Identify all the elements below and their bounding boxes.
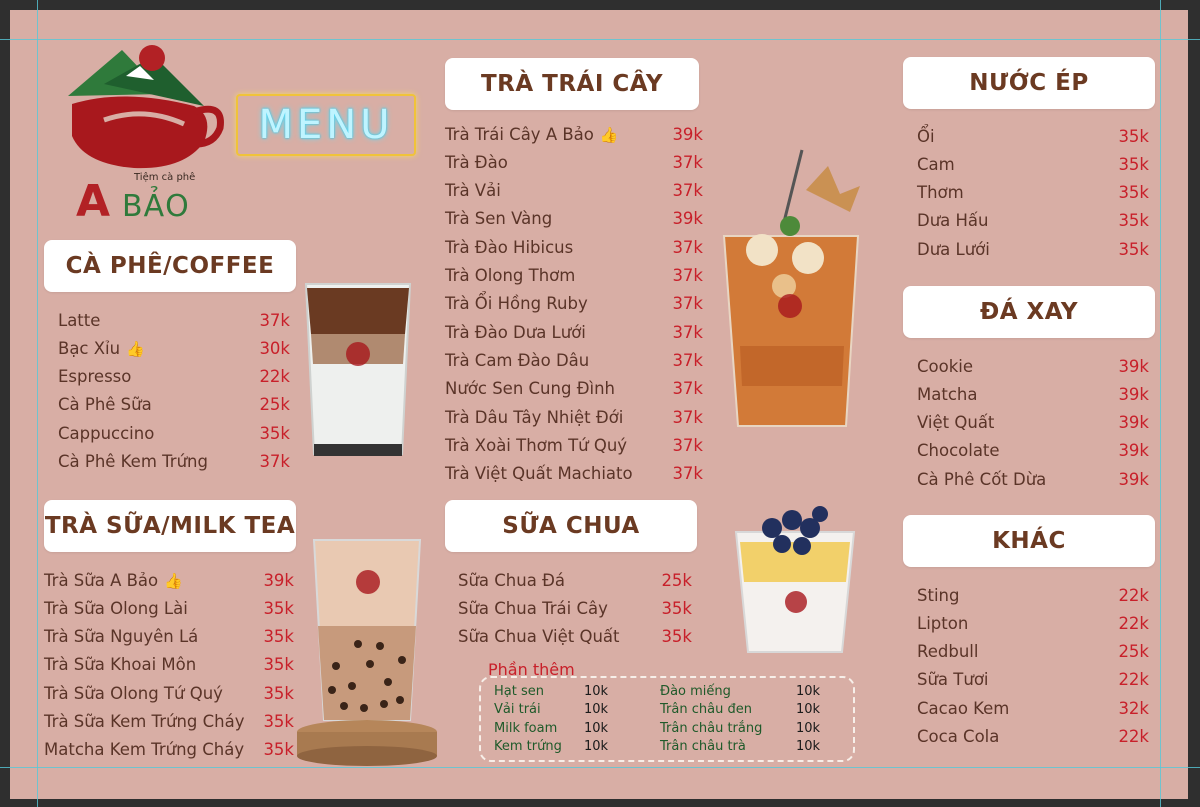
menu-item	[44, 566, 294, 594]
menu-item-price: 22k	[1118, 585, 1149, 605]
logo-mountain-cup-icon	[64, 36, 232, 176]
menu-item-name: Cà Phê Cốt Dừa	[917, 469, 1047, 489]
menu-item-price: 35k	[263, 712, 294, 731]
menu-item	[44, 651, 294, 679]
menu-item-price: 25k	[661, 570, 692, 590]
menu-item	[445, 120, 703, 148]
menu-item-price: 22k	[1118, 613, 1149, 633]
extras-title: Phần thêm	[488, 660, 575, 679]
menu-item-price: 22k	[259, 367, 290, 387]
menu-item-name: Trà Sen Vàng	[445, 209, 553, 229]
menu-item-name: Matcha	[917, 384, 978, 404]
menu-item-name: Coca Cola	[917, 727, 1000, 746]
menu-item-price: 37k	[672, 322, 703, 342]
menu-item	[58, 363, 290, 391]
extra-item	[494, 719, 624, 737]
menu-item-price: 39k	[672, 124, 703, 144]
menu-item-name: Ổi	[917, 126, 935, 146]
menu-item-price: 35k	[1118, 211, 1149, 231]
menu-item-price: 30k	[259, 338, 290, 358]
menu-item-name: Trà Sữa Kem Trứng Cháy	[44, 712, 245, 731]
extra-item-price: 10k	[584, 702, 609, 717]
menu-item-name: Thơm	[917, 183, 964, 203]
menu-item-price: 37k	[672, 266, 703, 285]
menu-item-price: 32k	[1118, 698, 1149, 718]
extra-item-name: Đào miếng	[660, 683, 731, 699]
fruittea-heading: TRÀ TRÁI CÂY	[445, 58, 699, 110]
menu-item-name: Trà Dâu Tây Nhiệt Đới	[445, 407, 624, 427]
menu-item-price: 35k	[263, 740, 294, 760]
guide-line	[0, 39, 1200, 40]
extra-item-name: Trân châu trắng	[660, 720, 763, 736]
extra-item-name: Trân châu trà	[660, 739, 746, 754]
menu-item-price: 37k	[672, 407, 703, 427]
coffee-heading: CÀ PHÊ/COFFEE	[44, 240, 296, 292]
menu-item	[445, 431, 703, 459]
menu-item	[917, 638, 1149, 666]
menu-item	[44, 708, 294, 736]
menu-item	[58, 448, 290, 476]
menu-item-price: 22k	[1118, 670, 1149, 690]
guide-line	[1160, 0, 1161, 807]
menu-item-name: Redbull	[917, 642, 979, 662]
menu-item-name: Sữa Tươi	[917, 670, 989, 690]
menu-item	[445, 375, 703, 403]
menu-item-name: Bạc Xỉu 👍	[58, 338, 145, 358]
menu-item-price: 37k	[259, 452, 290, 471]
extra-item	[660, 682, 836, 700]
milktea-glass-image	[292, 536, 442, 768]
menu-item-name: Trà Sữa Nguyên Lá	[44, 627, 199, 647]
milktea-heading: TRÀ SỮA/MILK TEA	[44, 500, 296, 552]
menu-item-name: Trà Đào Hibicus	[445, 237, 574, 257]
menu-item-name: Cà Phê Sữa	[58, 395, 152, 415]
menu-item-name: Cookie	[917, 356, 974, 376]
menu-item	[917, 437, 1149, 465]
yogurt-heading: SỮA CHUA	[445, 500, 697, 552]
menu-board	[10, 10, 1188, 799]
juice-heading: NƯỚC ÉP	[903, 57, 1155, 109]
brand-small-text: Tiệm cà phê	[134, 172, 196, 183]
menu-item-name: Sting	[917, 585, 960, 605]
menu-item-name: Trà Đào Dưa Lưới	[445, 322, 586, 342]
extra-item	[494, 701, 624, 719]
menu-item-price: 35k	[1118, 183, 1149, 203]
menu-item-price: 35k	[263, 683, 294, 703]
extra-item-name: Vải trái	[494, 702, 541, 717]
menu-item-price: 35k	[259, 423, 290, 443]
menu-item	[445, 233, 703, 261]
extra-item-price: 10k	[584, 739, 609, 754]
menu-item-price: 35k	[263, 627, 294, 647]
brand-name: BẢO	[122, 189, 190, 224]
menu-item	[445, 205, 703, 233]
menu-item	[445, 346, 703, 374]
menu-item	[44, 594, 294, 622]
menu-item-price: 35k	[661, 627, 692, 647]
menu-item-price: 35k	[1118, 239, 1149, 259]
extra-item	[660, 719, 836, 737]
menu-item	[58, 334, 290, 362]
menu-item	[44, 736, 294, 764]
extra-item	[494, 682, 624, 700]
menu-item-name: Trà Sữa Olong Lài	[44, 598, 188, 618]
menu-item-name: Trà Trái Cây A Bảo 👍	[445, 124, 619, 144]
menu-item	[445, 262, 703, 290]
extra-item-name: Hạt sen	[494, 683, 544, 699]
menu-item-price: 39k	[263, 570, 294, 590]
menu-item	[458, 594, 692, 622]
menu-item	[445, 460, 703, 488]
brand-letter: A	[76, 176, 111, 227]
menu-item	[445, 318, 703, 346]
menu-item-price: 35k	[263, 655, 294, 675]
menu-item-name: Trà Cam Đào Dâu	[445, 350, 590, 370]
menu-item-price: 37k	[672, 152, 703, 172]
menu-item	[917, 609, 1149, 637]
menu-item-price: 39k	[1118, 356, 1149, 376]
menu-item-price: 37k	[672, 350, 703, 370]
menu-item-price: 37k	[672, 294, 703, 314]
fruittea-glass-image	[710, 146, 880, 436]
menu-item-name: Sữa Chua Đá	[458, 570, 565, 590]
menu-item-price: 37k	[672, 237, 703, 257]
menu-item	[917, 150, 1149, 178]
extra-item	[660, 701, 836, 719]
other-heading: KHÁC	[903, 515, 1155, 567]
menu-item-price: 25k	[1118, 642, 1149, 662]
menu-item-name: Trà Việt Quất Machiato	[445, 464, 633, 484]
menu-item	[917, 380, 1149, 408]
menu-item-price: 39k	[1118, 469, 1149, 489]
extra-item-name: Trân châu đen	[660, 702, 752, 717]
menu-item-name: Espresso	[58, 367, 132, 387]
menu-item-name: Trà Đào	[445, 152, 508, 172]
menu-item-name: Lipton	[917, 613, 969, 633]
extra-item-name: Kem trứng	[494, 739, 562, 754]
menu-item-price: 37k	[672, 181, 703, 201]
menu-item-name: Chocolate	[917, 441, 1000, 461]
menu-item	[458, 566, 692, 594]
menu-item-name: Latte	[58, 310, 101, 330]
menu-item	[445, 403, 703, 431]
menu-item	[44, 623, 294, 651]
menu-item-price: 35k	[263, 598, 294, 618]
menu-item-name: Dưa Hấu	[917, 211, 989, 231]
extra-item-price: 10k	[796, 702, 821, 717]
menu-item-price: 25k	[259, 395, 290, 415]
menu-item	[445, 290, 703, 318]
menu-item-price: 39k	[1118, 413, 1149, 433]
guide-line	[0, 767, 1200, 768]
menu-item	[917, 179, 1149, 207]
menu-item-price: 39k	[1118, 441, 1149, 461]
menu-item	[917, 409, 1149, 437]
menu-item-price: 35k	[1118, 126, 1149, 146]
menu-sign-text: MENU	[258, 102, 394, 148]
extra-item	[660, 738, 836, 756]
thumbs-up-icon: 👍	[126, 339, 145, 358]
menu-item-name: Trà Sữa Khoai Môn	[44, 655, 197, 675]
menu-item	[917, 465, 1149, 493]
extra-item-price: 10k	[796, 683, 821, 699]
coffee-glass-image	[298, 274, 418, 464]
menu-item	[917, 122, 1149, 150]
menu-item-name: Cappuccino	[58, 423, 155, 443]
menu-item-name: Trà Vải	[445, 181, 501, 201]
extra-item-price: 10k	[796, 739, 821, 754]
menu-item-name: Cam	[917, 154, 955, 174]
menu-item	[58, 306, 290, 334]
extra-item-name: Milk foam	[494, 720, 558, 736]
menu-item	[44, 679, 294, 707]
menu-item-name: Trà Sữa Olong Tứ Quý	[44, 683, 223, 703]
guide-line	[37, 0, 38, 807]
menu-item-name: Trà Xoài Thơm Tứ Quý	[445, 435, 628, 455]
menu-item-price: 37k	[259, 310, 290, 330]
menu-item	[445, 177, 703, 205]
menu-item-name: Trà Sữa A Bảo 👍	[44, 570, 183, 590]
menu-item-price: 37k	[672, 379, 703, 399]
menu-item	[917, 581, 1149, 609]
menu-item-price: 39k	[672, 209, 703, 229]
menu-item-price: 35k	[661, 598, 692, 618]
menu-item-name: Matcha Kem Trứng Cháy	[44, 740, 245, 760]
extra-item	[494, 738, 624, 756]
menu-item	[917, 723, 1149, 751]
menu-item	[458, 623, 692, 651]
menu-item	[58, 419, 290, 447]
menu-item	[917, 666, 1149, 694]
yogurt-cup-image	[730, 502, 860, 662]
extra-item-price: 10k	[584, 683, 609, 699]
menu-item-price: 35k	[1118, 154, 1149, 174]
menu-item-name: Cà Phê Kem Trứng	[58, 452, 208, 471]
menu-item-name: Nước Sen Cung Đình	[445, 379, 615, 399]
menu-item	[917, 207, 1149, 235]
menu-item-price: 22k	[1118, 727, 1149, 746]
extra-item-price: 10k	[584, 720, 609, 736]
menu-neon-sign	[236, 94, 416, 156]
thumbs-up-icon: 👍	[599, 125, 619, 144]
menu-item-price: 37k	[672, 464, 703, 484]
menu-item-name: Cacao Kem	[917, 698, 1010, 718]
menu-item-name: Sữa Chua Việt Quất	[458, 627, 620, 647]
menu-item	[917, 235, 1149, 263]
menu-item-name: Dưa Lưới	[917, 239, 990, 259]
menu-item-name: Trà Olong Thơm	[445, 266, 576, 285]
menu-item	[58, 391, 290, 419]
blended-heading: ĐÁ XAY	[903, 286, 1155, 338]
menu-item-name: Trà Ổi Hồng Ruby	[445, 294, 588, 314]
menu-item	[917, 694, 1149, 722]
extra-item-price: 10k	[796, 720, 821, 736]
menu-item	[917, 352, 1149, 380]
menu-item-price: 39k	[1118, 384, 1149, 404]
menu-item-name: Sữa Chua Trái Cây	[458, 598, 608, 618]
menu-item-price: 37k	[672, 435, 703, 455]
menu-item	[445, 148, 703, 176]
menu-item-name: Việt Quất	[917, 413, 995, 433]
thumbs-up-icon: 👍	[164, 571, 183, 590]
